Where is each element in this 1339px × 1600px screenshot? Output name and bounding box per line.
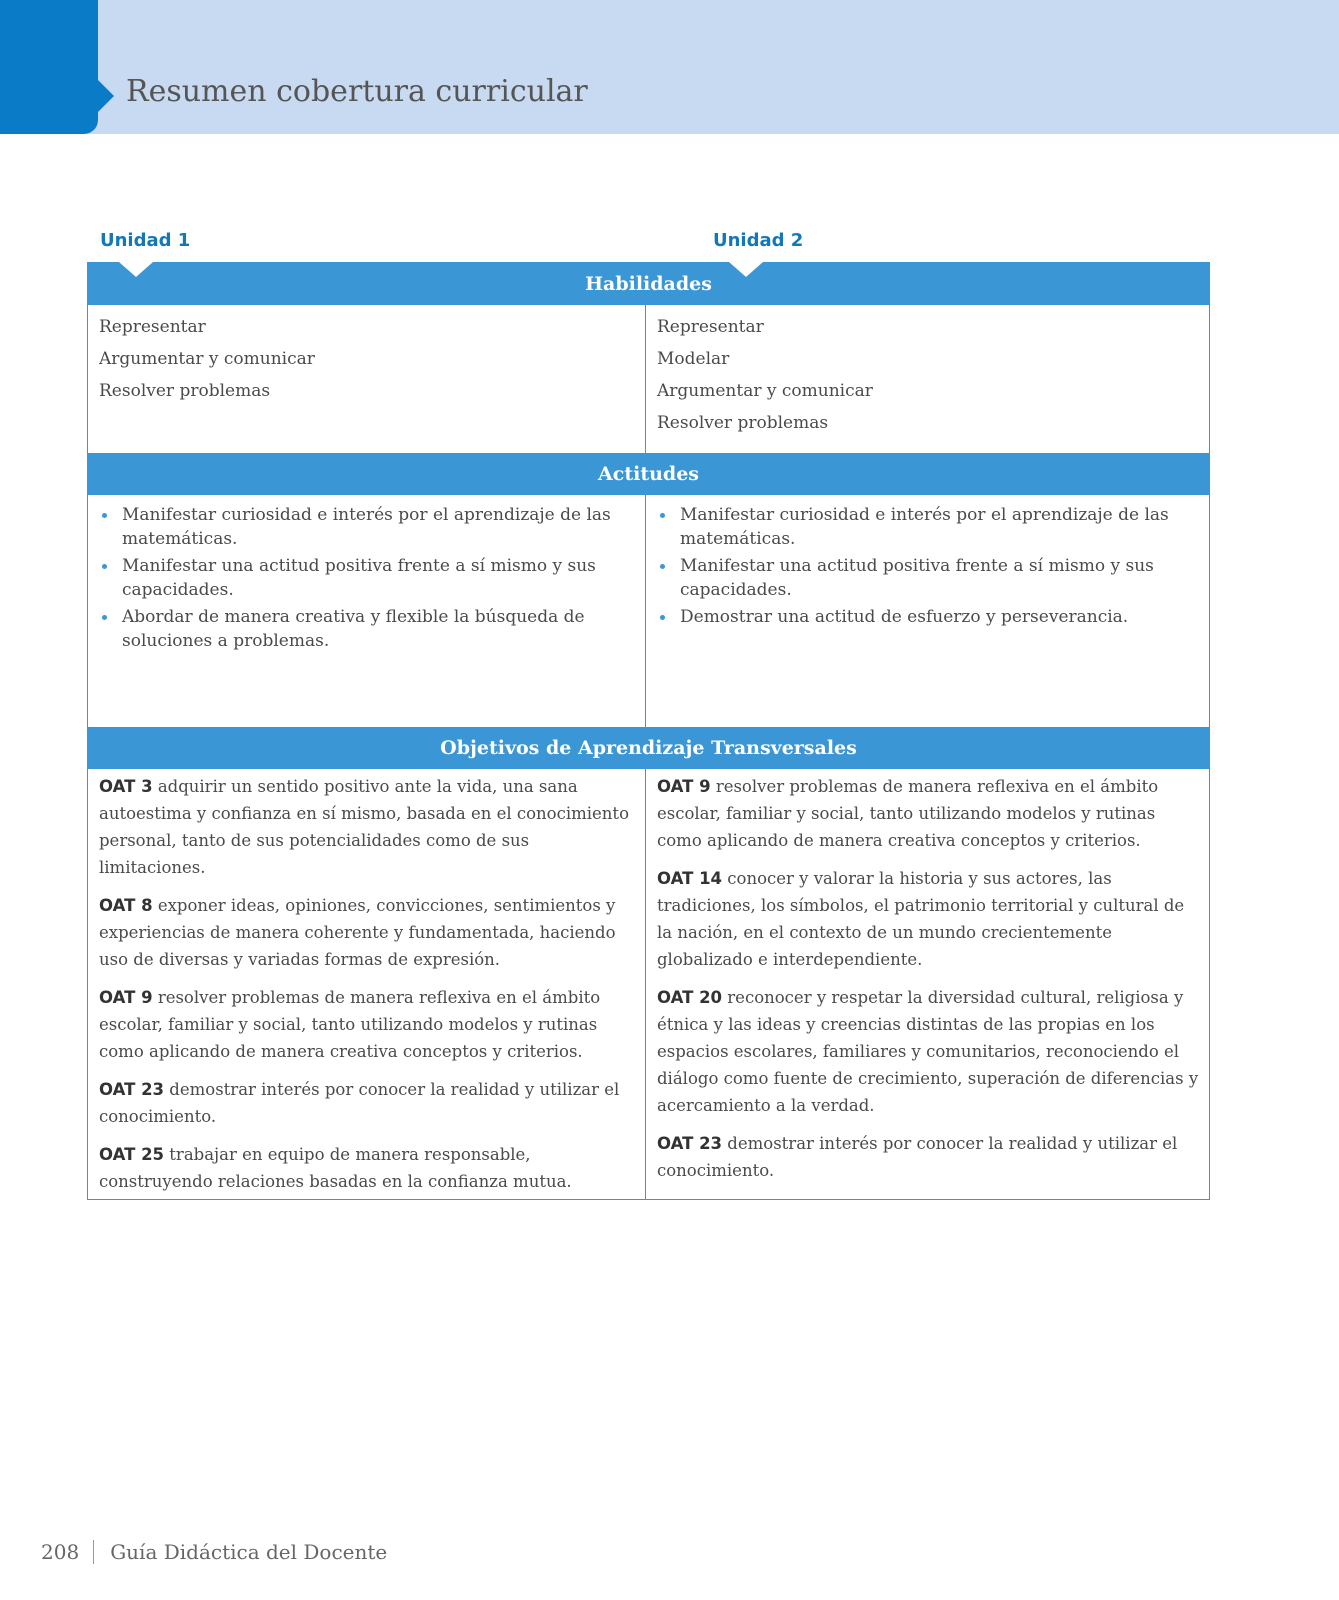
oat-unit-2-cell	[646, 769, 1209, 1199]
oat-code: OAT 25	[99, 1145, 165, 1164]
actitudes-header: Actitudes	[88, 453, 1209, 495]
oat-code: OAT 3	[99, 777, 153, 796]
oat-code: OAT 14	[657, 869, 723, 888]
curriculum-table	[87, 262, 1210, 1200]
list-item: Resolver problemas	[99, 381, 271, 401]
header-band	[0, 0, 1339, 134]
oat-item	[99, 773, 635, 881]
list-item: Representar	[657, 317, 764, 337]
oat-text: reconocer y respetar la diversidad cultural, religiosa y étnica y las ideas y creencias distintas de las propias en los espacios escolares, familiares y comunitarios, reconociendo el diálogo como fuente de crecimiento, superación de diferencias y acercamiento a la verdad.	[657, 988, 1199, 1115]
list-item: Manifestar curiosidad e interés por el aprendizaje de las matemáticas.	[99, 503, 635, 551]
oat-item	[99, 1141, 635, 1195]
oat-item	[99, 892, 635, 973]
habilidades-unit-1-list	[99, 311, 635, 407]
habilidades-unit-2-list	[657, 311, 1199, 439]
oat-item	[657, 1130, 1199, 1184]
oat-text: trabajar en equipo de manera responsable, construyendo relaciones basadas en la confianza mutua.	[99, 1145, 572, 1191]
oat-item	[99, 984, 635, 1065]
list-item: Argumentar y comunicar	[99, 349, 315, 369]
actitudes-unit-2-list	[657, 503, 1199, 629]
oat-row	[88, 769, 1209, 1199]
page-title: Resumen cobertura curricular	[126, 74, 588, 109]
list-item: Representar	[99, 317, 206, 337]
actitudes-unit-2-cell	[646, 495, 1209, 727]
habilidades-row	[88, 305, 1209, 453]
habilidades-unit-1-cell	[88, 305, 646, 453]
oat-text: demostrar interés por conocer la realidad y utilizar el conocimiento.	[99, 1080, 620, 1126]
habilidades-header: Habilidades	[88, 263, 1209, 305]
book-title: Guía Didáctica del Docente	[110, 1540, 388, 1564]
list-item: Argumentar y comunicar	[657, 381, 873, 401]
oat-text: resolver problemas de manera reflexiva en el ámbito escolar, familiar y social, tanto utilizando modelos y rutinas como aplicando de manera creativa conceptos y criterios.	[657, 777, 1159, 850]
oat-item	[99, 1076, 635, 1130]
oat-code: OAT 23	[99, 1080, 165, 1099]
page-number: 208	[41, 1540, 80, 1564]
header-tab	[0, 0, 98, 134]
page-footer	[41, 1540, 387, 1564]
oat-code: OAT 20	[657, 988, 723, 1007]
unit-2-caret-icon	[729, 262, 763, 277]
list-item: Manifestar una actitud positiva frente a sí mismo y sus capacidades.	[657, 554, 1199, 602]
oat-text: demostrar interés por conocer la realidad y utilizar el conocimiento.	[657, 1134, 1178, 1180]
unit-2-label: Unidad 2	[713, 230, 804, 251]
oat-unit-1-cell	[88, 769, 646, 1199]
actitudes-unit-1-list	[99, 503, 635, 653]
oat-text: adquirir un sentido positivo ante la vida, una sana autoestima y confianza en sí mismo, basada en el conocimiento personal, tanto de sus potencialidades como de sus limitaciones.	[99, 777, 629, 877]
oat-code: OAT 9	[657, 777, 711, 796]
oat-text: resolver problemas de manera reflexiva en el ámbito escolar, familiar y social, tanto utilizando modelos y rutinas como aplicando de manera creativa conceptos y criterios.	[99, 988, 601, 1061]
oat-item	[657, 984, 1199, 1119]
list-item: Abordar de manera creativa y flexible la búsqueda de soluciones a problemas.	[99, 605, 635, 653]
unit-1-caret-icon	[119, 262, 153, 277]
unit-1-label: Unidad 1	[100, 230, 191, 251]
actitudes-unit-1-cell	[88, 495, 646, 727]
oat-header: Objetivos de Aprendizaje Transversales	[88, 727, 1209, 769]
oat-item	[657, 773, 1199, 854]
oat-code: OAT 23	[657, 1134, 723, 1153]
oat-code: OAT 8	[99, 896, 153, 915]
list-item: Resolver problemas	[657, 413, 829, 433]
oat-code: OAT 9	[99, 988, 153, 1007]
footer-divider	[93, 1540, 94, 1564]
oat-item	[657, 865, 1199, 973]
list-item: Modelar	[657, 349, 730, 369]
list-item: Demostrar una actitud de esfuerzo y perseverancia.	[657, 605, 1199, 629]
header-arrow-icon	[98, 80, 114, 112]
list-item: Manifestar una actitud positiva frente a sí mismo y sus capacidades.	[99, 554, 635, 602]
list-item: Manifestar curiosidad e interés por el aprendizaje de las matemáticas.	[657, 503, 1199, 551]
habilidades-unit-2-cell	[646, 305, 1209, 453]
actitudes-row	[88, 495, 1209, 727]
oat-text: exponer ideas, opiniones, convicciones, sentimientos y experiencias de manera coherente y fundamentada, haciendo uso de diversas y variadas formas de expresión.	[99, 896, 616, 969]
oat-text: conocer y valorar la historia y sus actores, las tradiciones, los símbolos, el patrimonio territorial y cultural de la nación, en el contexto de un mundo crecientemente globalizado e interdependiente.	[657, 869, 1185, 969]
